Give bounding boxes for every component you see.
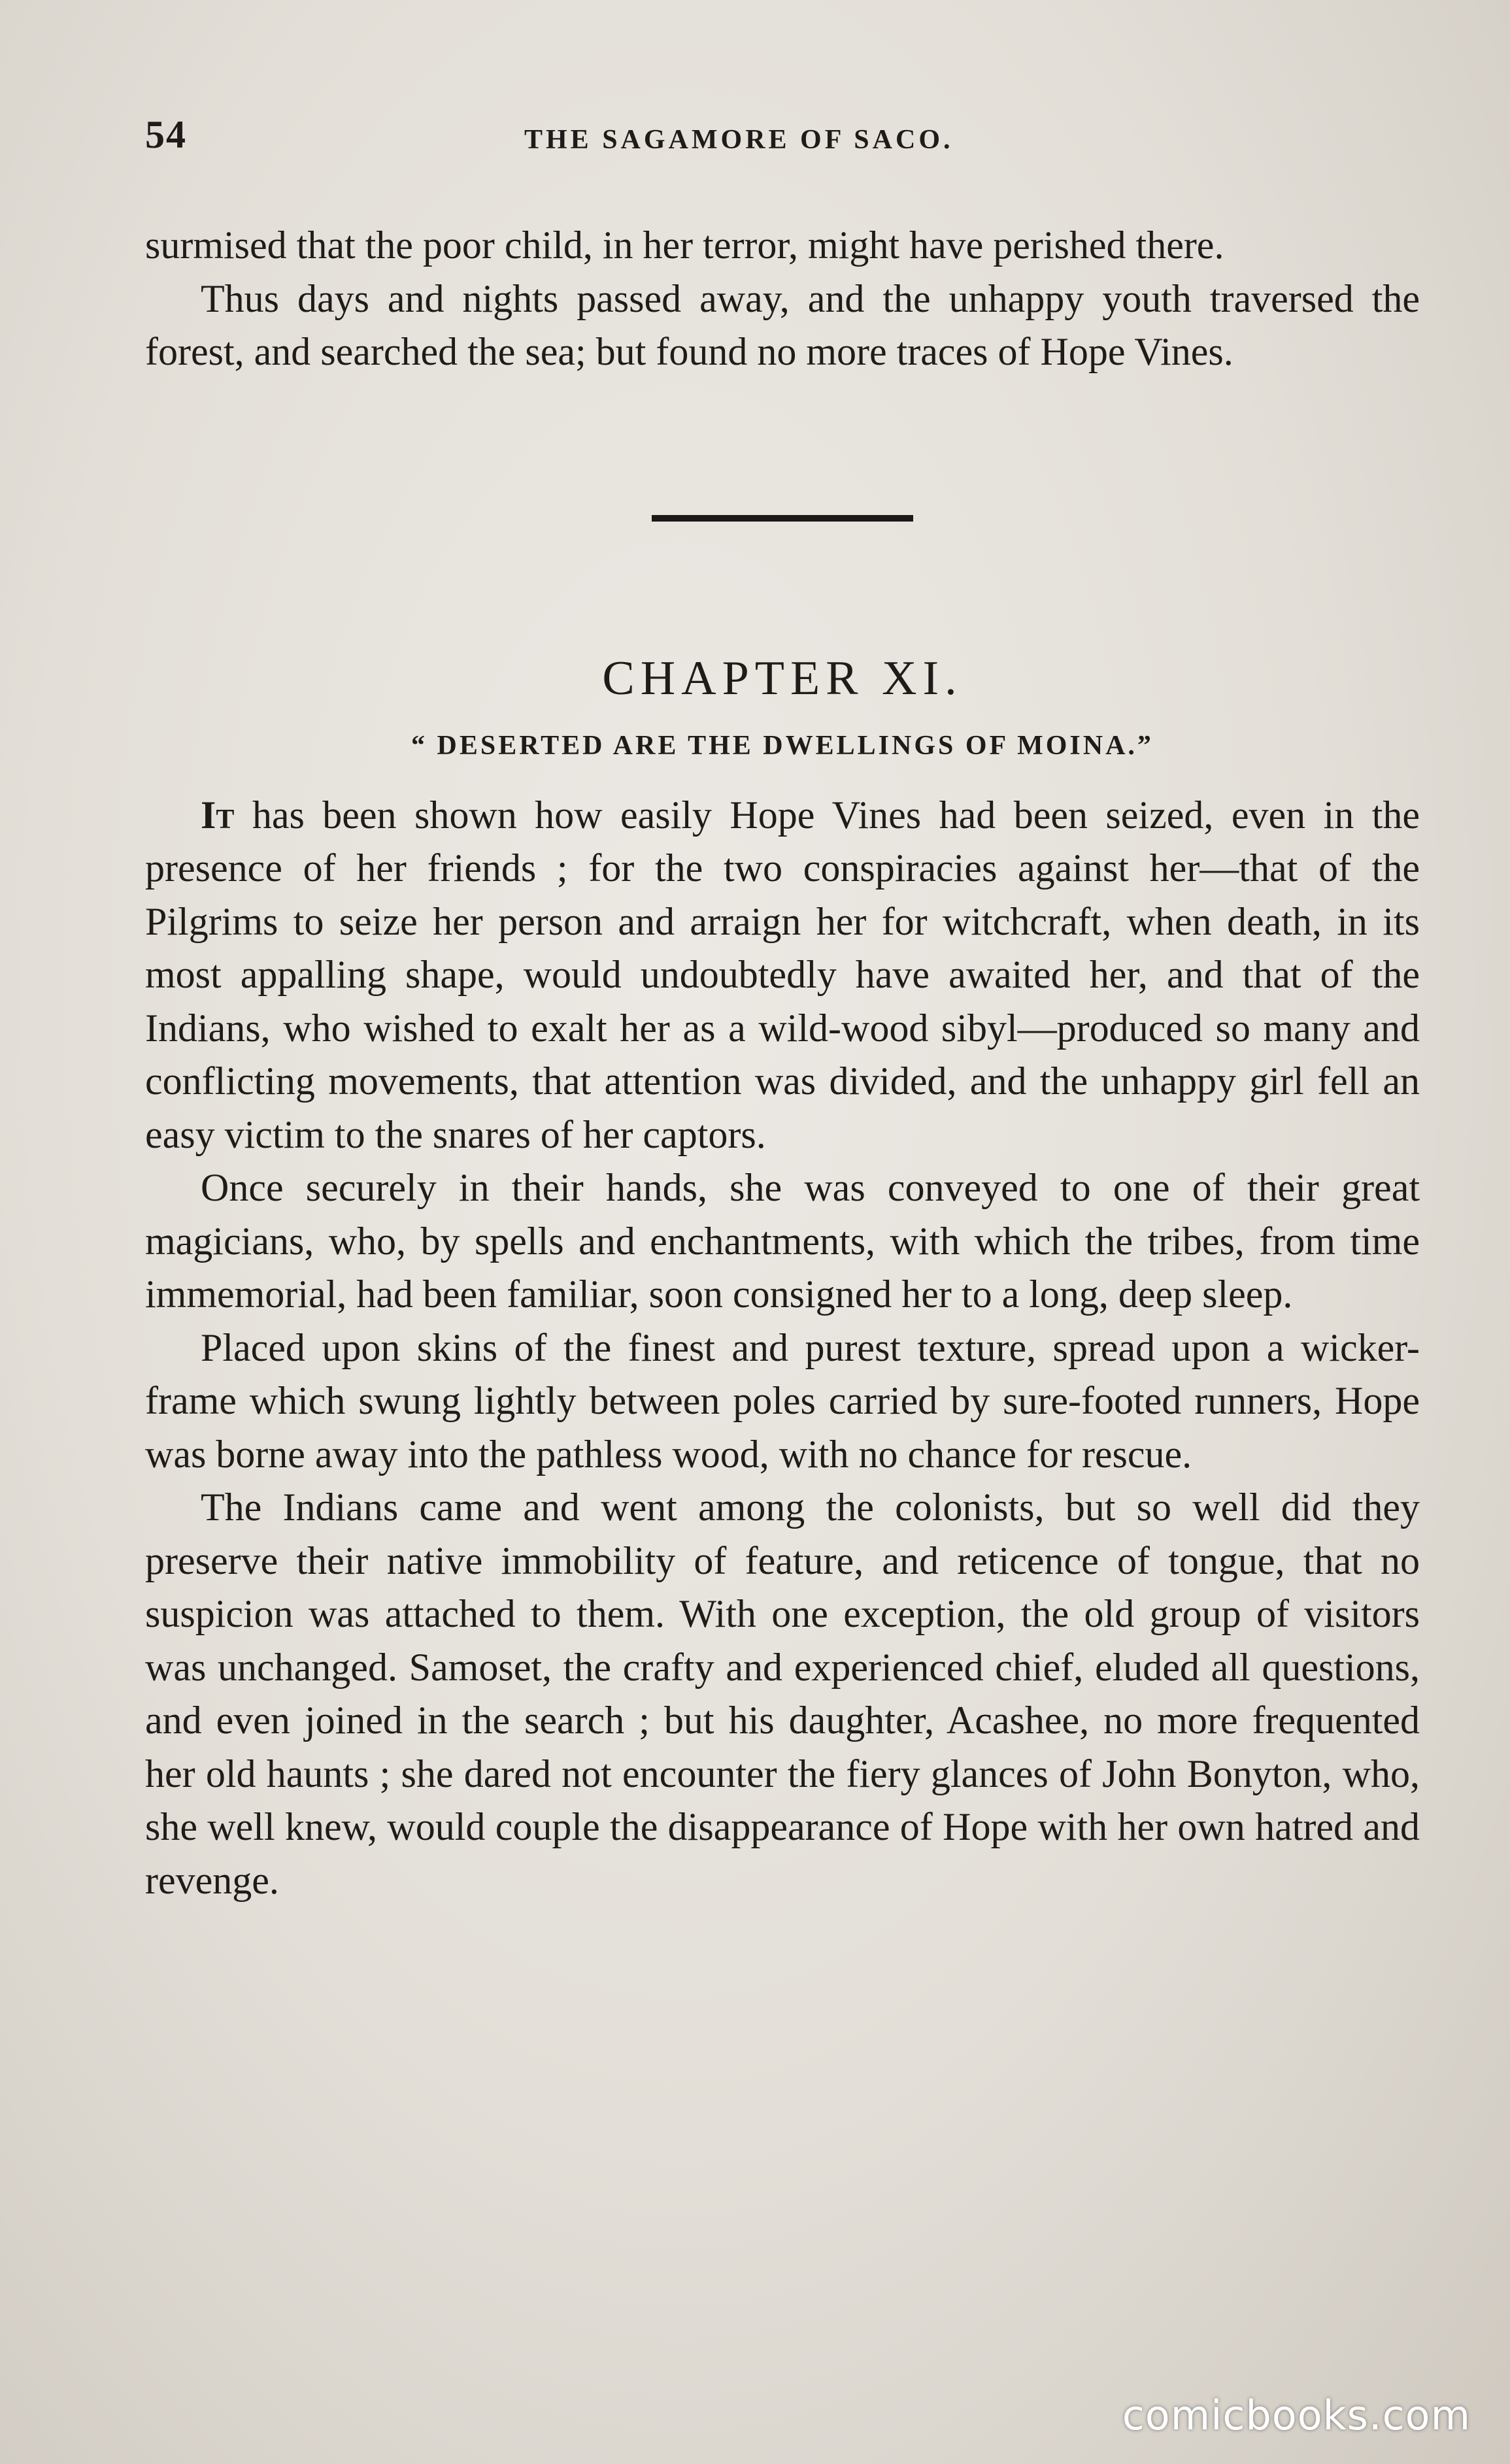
running-head: THE SAGAMORE OF SACO. — [524, 125, 954, 155]
chapter-epigraph: “ DESERTED ARE THE DWELLINGS OF MOINA.” — [411, 730, 1154, 761]
chapter-title: CHAPTER XI. — [602, 651, 963, 705]
section-divider — [652, 515, 913, 522]
page-number: 54 — [145, 113, 187, 156]
opening-word: It — [201, 793, 235, 837]
text-block — [145, 219, 1420, 1907]
paragraph: surmised that the poor child, in her terror, might have perished there. — [145, 224, 1224, 267]
paragraph: Once securely in their hands, she was conveyed to one of their great magicians, who, by spells and enchantments, with which the tribes, from time immemorial, had been familiar, soon consigned her to a long, deep sleep. — [145, 1166, 1420, 1316]
paragraph-text: has been shown how easily Hope Vines had been seized, even in the presence of her friends ; for the two conspiracies against her—that of the Pilgrims to seize her person and arraign her for witchcraft, when death, in its most appalling shape, would undoubtedly have awaited her, and that of the Indians, who wished to exalt her as a wild-wood sibyl—produced so many and conflicting movements, that attention was divided, and the unhappy girl fell an easy victim to the snares of her captors. — [145, 793, 1420, 1156]
watermark: comicbooks.com — [1122, 2391, 1471, 2439]
page-header — [145, 112, 1420, 171]
paragraph: Thus days and nights passed away, and the unhappy youth traversed the forest, and searched the sea; but found no more traces of Hope Vines. — [145, 276, 1420, 373]
paragraph — [145, 789, 1420, 1162]
paragraph: Placed upon skins of the finest and purest texture, spread upon a wicker-frame which swung lightly between poles carried by sure-footed runners, Hope was borne away into the pathless wood, with no chance for rescue. — [145, 1325, 1420, 1476]
paragraph: The Indians came and went among the colonists, but so well did they preserve their native immobility of feature, and reticence of tongue, that no suspicion was attached to them. With one exception, the old group of visitors was unchanged. Samoset, the crafty and experienced chief, eluded all questions, and even joined in the search ; but his daughter, Acashee, no more frequented her old haunts ; she dared not encounter the fiery glances of John Bonyton, who, she well knew, would couple the disappearance of Hope with her own hatred and revenge. — [145, 1486, 1420, 1902]
